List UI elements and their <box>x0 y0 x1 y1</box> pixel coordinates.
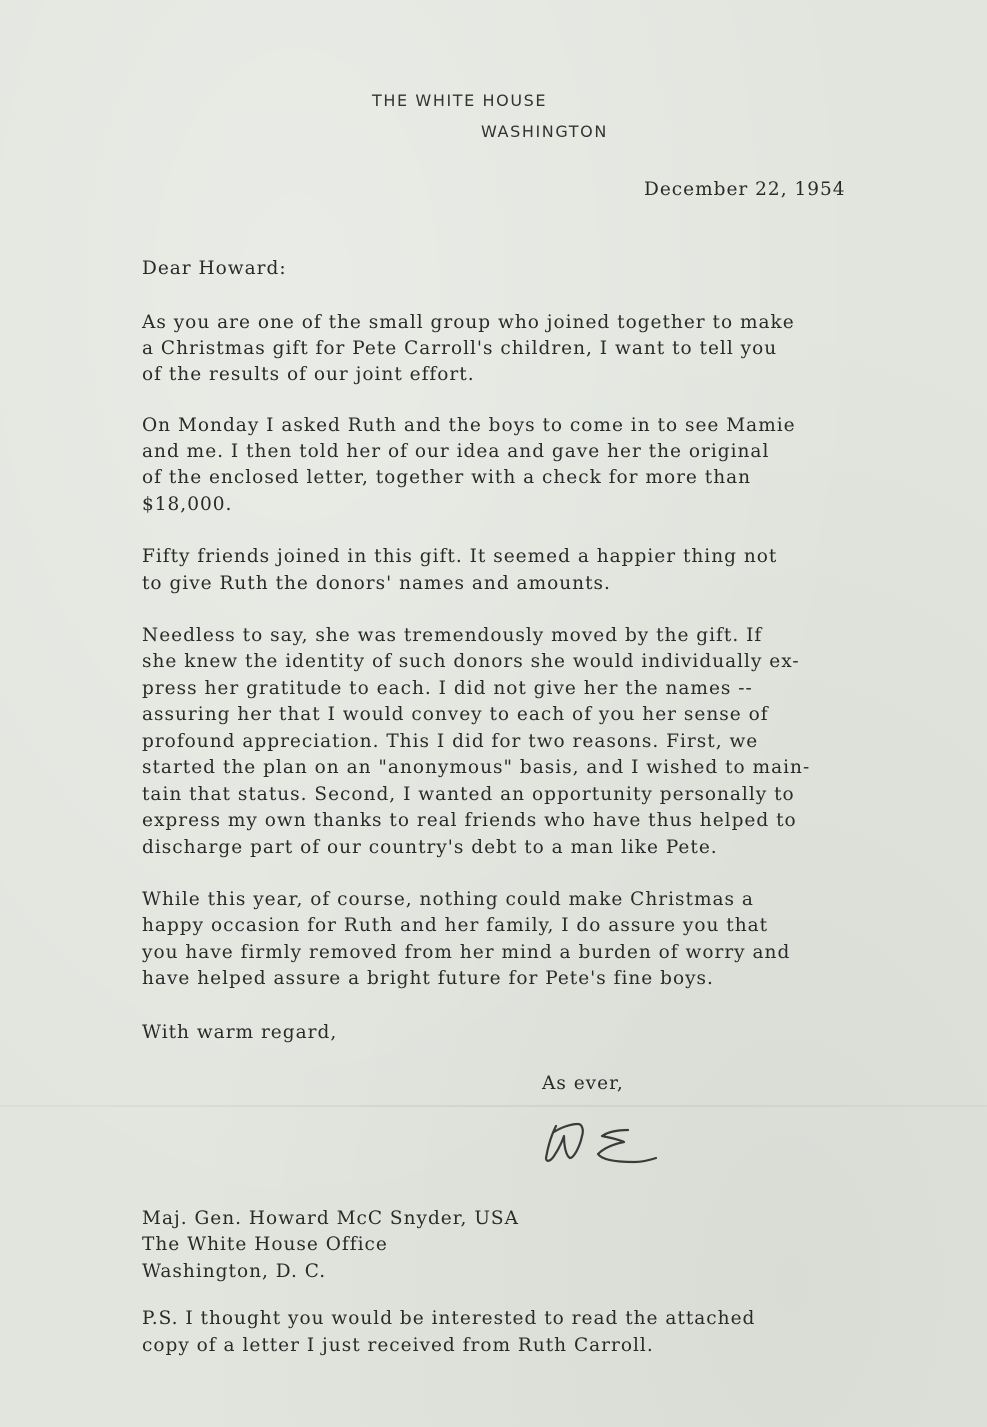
paragraph-3-line-2: to give Ruth the donors' names and amounts. <box>142 573 611 594</box>
salutation: Dear Howard: <box>142 258 287 279</box>
paragraph-4-line-3: press her gratitude to each. I did not give her the names -- <box>142 678 753 699</box>
paragraph-2-line-4: $18,000. <box>142 494 233 515</box>
postscript-line2: copy of a letter I just received from Ruth Carroll. <box>142 1335 654 1356</box>
recipient-line2: The White House Office <box>142 1234 388 1255</box>
letter-date: December 22, 1954 <box>644 179 846 200</box>
paragraph-2-line-2: and me. I then told her of our idea and gave her the original <box>142 441 770 462</box>
paragraph-2-line-3: of the enclosed letter, together with a check for more than <box>142 467 752 488</box>
paragraph-5-line-2: happy occasion for Ruth and her family, I do assure you that <box>142 915 769 936</box>
signature-initials-mark <box>538 1112 668 1182</box>
paragraph-5-line-3: you have firmly removed from her mind a burden of worry and <box>142 942 791 963</box>
paragraph-1-line-3: of the results of our joint effort. <box>142 364 475 385</box>
postscript-line1: P.S. I thought you would be interested to read the attached <box>142 1308 756 1329</box>
paragraph-1-line-2: a Christmas gift for Pete Carroll's children, I want to tell you <box>142 338 778 359</box>
recipient-line1: Maj. Gen. Howard McC Snyder, USA <box>142 1208 519 1229</box>
letterhead-line1: THE WHITE HOUSE <box>372 91 548 110</box>
paragraph-5-line-4: have helped assure a bright future for Pete's fine boys. <box>142 968 714 989</box>
closing-regard: With warm regard, <box>142 1022 338 1043</box>
paragraph-4-line-4: assuring her that I would convey to each of you her sense of <box>142 704 769 725</box>
paragraph-1-line-1: As you are one of the small group who joined together to make <box>142 312 795 333</box>
paper-fold-line <box>0 1105 987 1107</box>
paragraph-4-line-6: started the plan on an "anonymous" basis, and I wished to main- <box>142 757 811 778</box>
recipient-line3: Washington, D. C. <box>142 1261 327 1282</box>
paragraph-4-line-7: tain that status. Second, I wanted an opportunity personally to <box>142 784 795 805</box>
paragraph-4-line-9: discharge part of our country's debt to a man like Pete. <box>142 837 718 858</box>
paragraph-3-line-1: Fifty friends joined in this gift. It seemed a happier thing not <box>142 546 778 567</box>
letterhead-line2: WASHINGTON <box>481 122 608 141</box>
paragraph-4-line-2: she knew the identity of such donors she would individually ex- <box>142 651 800 672</box>
paragraph-4-line-5: profound appreciation. This I did for two reasons. First, we <box>142 731 759 752</box>
paragraph-2-line-1: On Monday I asked Ruth and the boys to come in to see Mamie <box>142 415 796 436</box>
closing: As ever, <box>542 1073 624 1094</box>
paragraph-4-line-8: express my own thanks to real friends who have thus helped to <box>142 810 797 831</box>
paragraph-4-line-1: Needless to say, she was tremendously moved by the gift. If <box>142 625 763 646</box>
paragraph-5-line-1: While this year, of course, nothing could make Christmas a <box>142 889 754 910</box>
